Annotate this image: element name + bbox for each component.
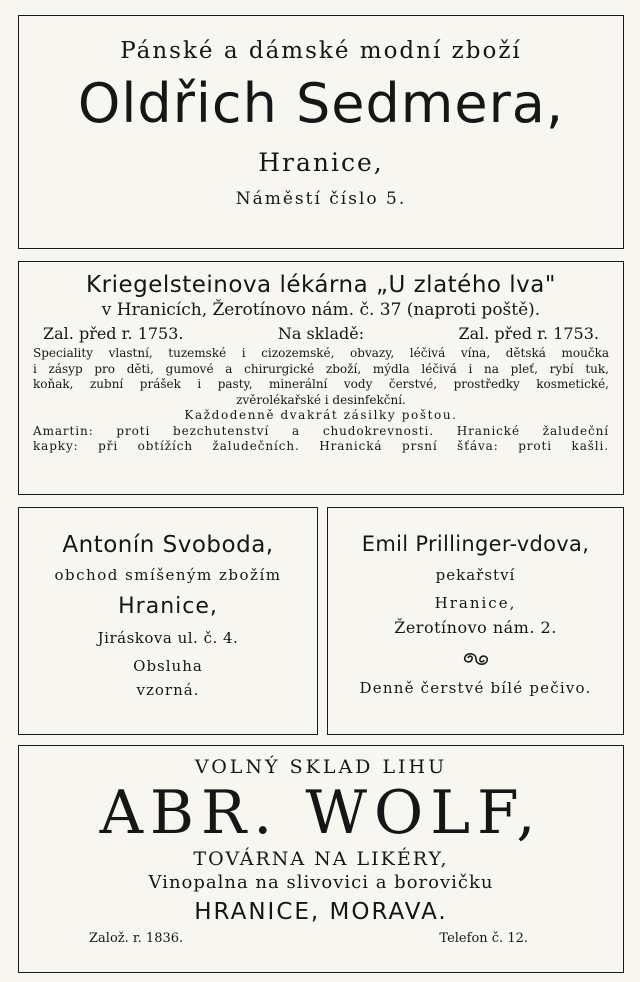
ad-svoboda-type: obchod smíšeným zbožím <box>54 566 282 584</box>
ad-svoboda-service-1: Obsluha <box>133 657 203 675</box>
ad-wolf-distillery: Vinopalna na slivovici a borovičku <box>148 872 494 893</box>
advert-svoboda <box>18 507 318 735</box>
ad-pharmacy-body-line: kapky: při obtížích žaludečních. Hranická prsní šťáva: proti kašli. <box>33 439 609 453</box>
ad-pharmacy-founded-row <box>33 324 609 343</box>
ad-sedmera-town: Hranice, <box>258 148 384 177</box>
ad-wolf-header: VOLNÝ SKLAD LIHU <box>194 756 448 778</box>
ad-svoboda-town: Hranice, <box>118 594 218 619</box>
ad-svoboda-name: Antonín Svoboda, <box>62 532 274 558</box>
ad-prillinger-town: Hranice, <box>434 594 517 612</box>
ad-pharmacy-title: Kriegelsteinova lékárna „U zlatého lva" <box>86 272 556 298</box>
ad-wolf-founded: Založ. r. 1836. <box>89 931 184 946</box>
ad-pharmacy-body-line: i zásyp pro děti, gumové a chirurgické zboží, mýdla léčivá i na pleť, rybí tuk, <box>33 361 609 376</box>
ad-prillinger-name: Emil Prillinger-vdova, <box>361 532 590 556</box>
ad-wolf-phone: Telefon č. 12. <box>439 931 528 946</box>
ad-wolf-footer <box>19 931 623 946</box>
ad-pharmacy-founded-right: Zal. před r. 1753. <box>458 324 599 343</box>
ad-pharmacy-body-line: koňak, zubní prášek i pasty, minerální vody čerstvé, prostředky kosmetické, <box>33 377 609 391</box>
advert-sedmera <box>18 15 624 249</box>
advert-prillinger <box>327 507 624 735</box>
ad-pharmacy-body-line: Speciality vlastní, tuzemské i cizozemské, obvazy, léčivá vína, dětská moučka <box>33 346 609 360</box>
ad-prillinger-type: pekařství <box>435 566 516 584</box>
ad-pharmacy-body-line: zvěrolékařské i desinfekční. <box>236 392 406 407</box>
ad-pharmacy-body-line: Amartin: proti bezchutenství a chudokrevnosti. Hranické žaludeční <box>33 423 609 438</box>
advert-pharmacy <box>18 261 624 495</box>
ad-prillinger-slogan: Denně čerstvé bílé pečivo. <box>359 679 592 697</box>
ad-wolf-factory: TOVÁRNA NA LIKÉRY, <box>193 848 449 870</box>
ad-pharmacy-body <box>33 346 609 455</box>
ad-pharmacy-founded-left: Zal. před r. 1753. <box>43 324 184 343</box>
scroll-ornament-icon <box>328 649 623 671</box>
ad-pharmacy-stock: Na skladě: <box>277 324 365 343</box>
advert-wolf <box>18 745 624 973</box>
ad-sedmera-address: Náměstí číslo 5. <box>235 189 407 209</box>
ad-svoboda-address: Jiráskova ul. č. 4. <box>97 629 239 647</box>
ad-pharmacy-body-line: Každodenně dvakrát zásilky poštou. <box>184 408 458 422</box>
ad-pharmacy-subtitle: v Hranicích, Žerotínovo nám. č. 37 (naproti poště). <box>101 300 541 320</box>
ad-prillinger-address: Žerotínovo nám. 2. <box>394 618 557 637</box>
ad-sedmera-tagline: Pánské a dámské modní zboží <box>120 38 522 64</box>
ad-sedmera-name: Oldřich Sedmera, <box>77 72 565 135</box>
ad-wolf-town: HRANICE, MORAVA. <box>194 899 448 925</box>
ad-wolf-name: ABR. WOLF, <box>99 778 543 848</box>
ad-svoboda-service-2: vzorná. <box>136 681 200 699</box>
